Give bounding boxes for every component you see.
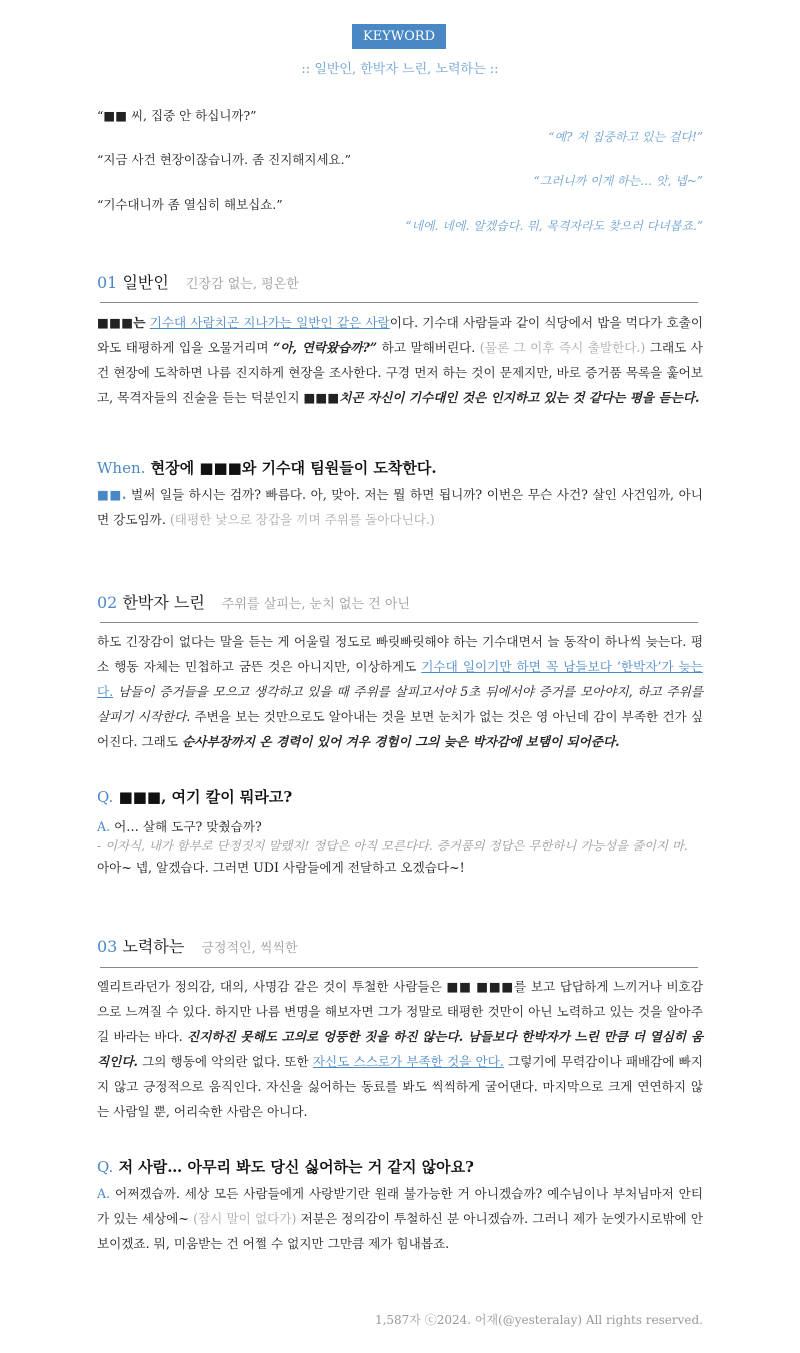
qa-2-note: - 이자식, 내가 함부로 단정짓지 말랬지! 정답은 아직 모른다다. 증거품의 정답은 무한하니 가능성을 줄이지 마. xyxy=(97,838,688,853)
section-1-paragraph xyxy=(97,310,703,410)
dialog-answer-2: “그러니까 이게 하는… 앗, 넵~” xyxy=(533,174,703,188)
name-redacted: ■■■는 xyxy=(97,315,146,330)
section-1-title: 일반인 xyxy=(122,273,169,292)
emphasis-span: 순사부장까지 온 경력이 있어 겨우 경험이 그의 늦은 박자감에 보탬이 되어준다. xyxy=(182,734,620,749)
text-span: 이다. 기수대 사람들과 같이 식당에서 밥을 먹다가 호출이 와도 태평하게 입을 오물거리며 xyxy=(97,315,703,355)
section-1-number: 01 xyxy=(97,273,118,292)
highlight-link[interactable]: 기수대 일이기만 하면 꼭 남들보다 ‘한박자’가 늦는다. xyxy=(97,659,703,699)
text-span: 어쩌겠습까. 세상 모든 사람들에게 사랑받기란 원래 불가능한 거 아니겠습까? 예수님이나 부처님마저 안티가 있는 세상에~ xyxy=(97,1186,703,1226)
section-3-number: 03 xyxy=(97,937,118,956)
text-span: 그래도 사건 현장에 도착하면 나름 진지하게 현장을 조사한다. 구경 먼저 하는 것이 문제지만, 바로 증거품 목록을 훑어보고, 목격자들의 진술을 듣는 덕분인지 xyxy=(97,340,703,405)
keyword-badge: KEYWORD xyxy=(352,24,446,49)
q-label: Q. xyxy=(97,788,114,806)
dialog-question-3: “기수대니까 좀 열심히 해보십쇼.” xyxy=(97,197,283,212)
highlight-link[interactable]: 자신도 스스로가 부족한 것을 안다. xyxy=(312,1054,504,1069)
text-span: 하도 긴장감이 없다는 말을 듣는 게 어울릴 정도로 빠릿빠릿해야 하는 기수대면서 늘 동작이 하나씩 늦는다. 평소 행동 자체는 민첩하고 굼뜬 것은 아니지만, 이상하게도 xyxy=(97,634,703,674)
q-label: Q. xyxy=(97,1158,114,1176)
section-2-divider xyxy=(100,622,698,623)
section-1-subtitle: 긴장감 없는, 평온한 xyxy=(185,277,299,292)
section-2-paragraph xyxy=(97,629,703,754)
text-span: 그의 행동에 악의란 없다. 또한 xyxy=(142,1054,309,1069)
section-3-divider xyxy=(100,967,698,968)
dialog-question-2: “지금 사건 현장이잖습니까. 좀 진지해지세요.” xyxy=(97,152,351,167)
q-text: 저 사람… 아무리 봐도 당신 싫어하는 거 같지 않아요? xyxy=(118,1158,474,1176)
when-text: 현장에 ■■■와 기수대 팀원들이 도착한다. xyxy=(150,459,437,477)
qa-2-answer xyxy=(97,816,262,835)
text-span: 하고 말해버린다. xyxy=(381,340,476,355)
aside-span: (태평한 낯으로 장갑을 끼며 주위를 돌아다닌다.) xyxy=(169,512,435,527)
dialog-question-1: “■■ 씨, 집중 안 하십니까?” xyxy=(97,108,257,123)
text-span: 그렇기에 무력감이나 패배감에 빠지지 않고 긍정적으로 움직인다. 자신을 싫어하는 동료를 봐도 씩씩하게 굴어댄다. 마지막으로 크게 연연하지 않는 사람일 뿐, 어리숙한 사람은 아니다. xyxy=(97,1054,703,1119)
qa-2-question xyxy=(97,786,292,807)
section-1-divider xyxy=(100,302,698,303)
emphasis-span: ■■■치곤 자신이 기수대인 것은 인지하고 있는 것 같다는 평을 듣는다. xyxy=(303,390,700,405)
speaker-label: ■■. xyxy=(97,487,127,502)
section-2-subtitle: 주위를 살피는, 눈치 없는 건 아닌 xyxy=(221,597,410,612)
section-2-title: 한박자 느린 xyxy=(122,593,205,612)
text-span: 저분은 정의감이 투철하신 분 아니겠습까. 그러니 제가 눈엣가시로밖에 안 보이겠죠. 뭐, 미움받는 건 어쩔 수 없지만 그만큼 제가 힘내봅죠. xyxy=(97,1211,703,1251)
when-heading xyxy=(97,457,437,478)
italic-span: 남들이 증거들을 모으고 생각하고 있을 때 주위를 살피고서야 5초 뒤에서야 증거를 모아야지, 하고 주위를 살피기 시작한다. xyxy=(97,684,703,724)
section-3-paragraph xyxy=(97,974,703,1124)
a-label: A. xyxy=(97,1186,111,1201)
emphasis-span: 진지하진 못해도 고의로 엉뚱한 짓을 하진 않는다. 남들보다 한박자가 느린 만큼 더 열심히 움직인다. xyxy=(97,1029,703,1069)
text-span: 주변을 보는 것만으로도 알아내는 것을 보면 눈치가 없는 것은 영 아닌데 감이 부족한 건가 싶어진다. 그래도 xyxy=(97,709,703,749)
dialog-answer-1: “예? 저 집중하고 있는 걸다!” xyxy=(548,130,703,144)
qa-2-followup: 아아~ 넵, 알겠습다. 그러면 UDI 사람들에게 전달하고 오겠습다~! xyxy=(97,860,465,875)
footer-copyright: 1,587자 ⓒ2024. 어재(@yesteralay) All rights reserved. xyxy=(374,1313,703,1327)
qa-3-answer xyxy=(97,1181,703,1256)
when-paragraph xyxy=(97,482,703,532)
q-text: ■■■, 여기 칼이 뭐라고? xyxy=(118,788,293,806)
keyword-list: :: 일반인, 한박자 느린, 노력하는 :: xyxy=(301,62,499,77)
quote-span: “아, 연락왔습까?” xyxy=(273,340,378,355)
aside-span: (물론 그 이후 즉시 출발한다.) xyxy=(479,340,646,355)
section-1-heading xyxy=(97,270,299,293)
text-span: 엘리트라던가 정의감, 대의, 사명감 같은 것이 투철한 사람들은 ■■ ■■■를 보고 답답하게 느끼거나 비호감으로 느껴질 수 있다. 하지만 나름 변명을 해보자면 그가 정말로 태평한 것만이 아닌 노력하고 있는 것을 알아주길 바라는 바다. xyxy=(97,979,703,1044)
aside-span: (잠시 말이 없다가) xyxy=(193,1211,297,1226)
section-3-heading xyxy=(97,934,298,957)
a-text: 어… 살해 도구? 맞췄습까? xyxy=(114,819,262,834)
section-3-subtitle: 긍정적인, 씩씩한 xyxy=(201,941,298,956)
section-2-number: 02 xyxy=(97,593,118,612)
text-span: 벌써 일들 하시는 검까? 빠름다. 아, 맞아. 저는 뭘 하면 됩니까? 이번은 무슨 사건? 살인 사건임까, 아니면 강도임까. xyxy=(97,487,703,527)
a-label: A. xyxy=(97,819,111,834)
section-3-title: 노력하는 xyxy=(122,937,185,956)
section-2-heading xyxy=(97,590,410,613)
qa-3-question xyxy=(97,1156,474,1177)
dialog-answer-3: “네에. 네에. 알겠습다. 뭐, 목격자라도 찾으러 다녀봅죠.” xyxy=(405,219,703,233)
when-label: When. xyxy=(97,459,146,477)
highlight-link[interactable]: 기수대 사람치곤 지나가는 일반인 같은 사람 xyxy=(149,315,390,330)
